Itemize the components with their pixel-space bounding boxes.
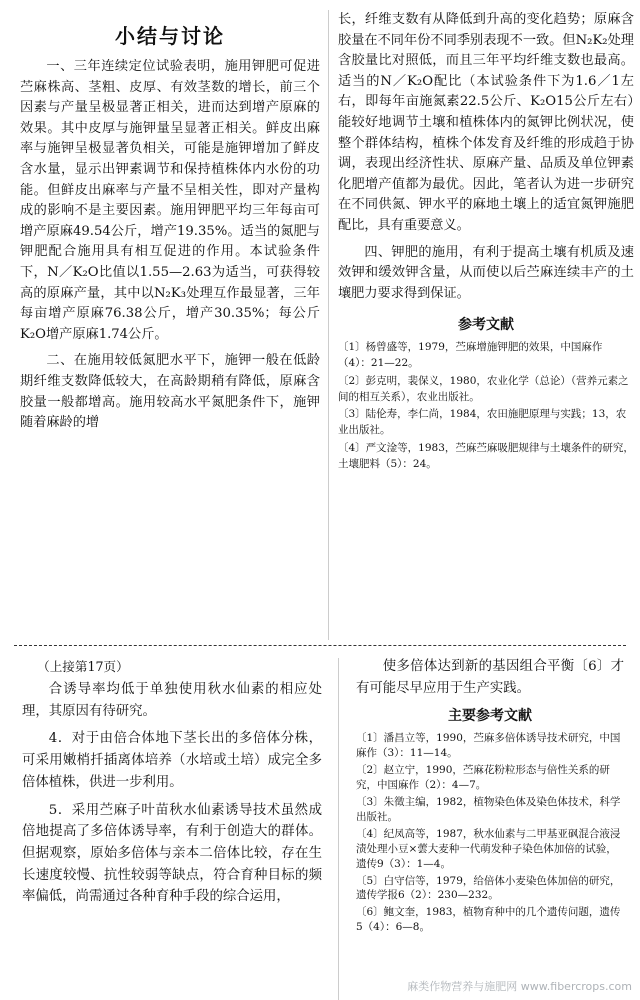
reference-item: 〔4〕纪凤高等，1987，秋水仙素与二甲基亚砜混合液浸渍处理小豆×蕓大麦种一代萌发种子染色体加倍的试验，遗传9（3）：1—4。 — [356, 827, 621, 870]
watermark: 麻类作物营养与施肥网 www.fibercrops.com — [407, 980, 632, 993]
top-left-column — [20, 10, 320, 640]
references-list — [338, 340, 634, 472]
main-references-title: 主要参考文献 — [448, 708, 532, 725]
reference-item: 〔4〕严文淦等，1983，苎麻苎麻吸肥规律与土壤条件的研究，土壤肥料（5）：24。 — [338, 441, 634, 470]
references-title: 参考文献 — [458, 317, 514, 334]
reference-item: 〔1〕杨曾盛等，1979，苎麻增施钾肥的效果，中国麻作（4）：21—22。 — [338, 341, 603, 370]
reference-item: 〔3〕朱徵主编，1982，植物染色体及染色体技术，科学出版社。 — [356, 796, 621, 823]
top-right-paragraph-2: 四、钾肥的施用，有利于提高土壤有机质及速效钾和缓效钾含量，从而使以后苎麻连续丰产的土壤肥力要求得到保证。 — [338, 244, 634, 301]
top-left-paragraph-2: 二、在施用较低氮肥水平下，施钾一般在低龄期纤维支数降低较大，在高龄期稍有降低，原麻含胶量一般都增高。施用较高水平氮肥条件下，施钾随着麻龄的增 — [20, 353, 320, 431]
top-left-paragraph-1: 一、三年连续定位试验表明，施用钾肥可促进苎麻株高、茎粗、皮厚、有效茎数的增长，前三个因素与产量呈极显著正相关，进而达到增产原麻的效果。其中皮厚与施钾量呈显著正相关。鲜皮出麻率与施钾呈极显著负相关，可能是施钾增加了鲜皮含水量，显示出钾素调节和保持植株体内水份的功能。但鲜皮出麻率与产量不呈相关性，即对产量构成的影响不是主要因素。施用钾肥平均三年每亩可增产原麻49.54公斤，增产19.35%。适当的氮肥与钾肥配合施用具有相互促进的作用。本试验条件下，N／K₂O比值以1.55—2.63为适当，可获得较高的原麻产量，其中以N₂K₃处理互作最显著，三年每亩增产原麻76.38公斤，增产30.35%；每公斤K₂O增产原麻1.74公斤。 — [20, 59, 320, 342]
section-divider — [14, 645, 626, 646]
bottom-section — [0, 650, 640, 1000]
bottom-left-column — [22, 656, 322, 1000]
main-references-list — [356, 731, 624, 935]
top-right-paragraph-1: 长，纤维支数有从降低到升高的变化趋势；原麻含胶量在不同年份不同季别表现不一致。但N₂K₂处理含胶量比对照低，而且三年平均纤维支数也最高。适当的N／K₂O配比（本试验条件下为1.6／1左右，即每年亩施氮素22.5公斤、K₂O15公斤左右）能较好地调节土壤和植株体内的氮钾比例状况，使整个群体结构，植株个体发育及纤维的形成趋于协调，表现出经济性状、原麻产量、品质及单位钾素化肥增产值都为最优。因此，笔者认为进一步研究在不同供氮、钾水平的麻地土壤上的适宜氮钾施肥配比，具有重要意义。 — [338, 12, 634, 233]
continued-from-label: （上接第17页） — [37, 659, 129, 674]
page-title: 小结与讨论 — [115, 24, 225, 48]
bottom-left-paragraph-2: 4．对于由倍合体地下茎长出的多倍体分株，可采用嫩梢扦插离体培养（水培或土培）成完全多倍体植株，供进一步利用。 — [22, 731, 322, 790]
top-column-divider — [328, 10, 329, 640]
bottom-left-paragraph-3: 5．采用苎麻子叶苗秋水仙素诱导技术虽然成倍地提高了多倍体诱导率，有利于创造大的群体。但据观察，原始多倍体与亲本二倍体比较，存在生长速度较慢、抗性较弱等缺点，符合育种目标的频率偏低，尚需通过各种育种手段的综合运用， — [22, 802, 322, 905]
bottom-left-paragraph-1: 合诱导率均低于单独使用秋水仙素的相应处理，其原因有待研究。 — [22, 682, 322, 719]
top-right-column — [338, 10, 634, 640]
bottom-column-divider — [338, 658, 339, 1000]
reference-item: 〔6〕鲍文奎，1983，植物育种中的几个遗传问题，遗传5（4）：6—8。 — [356, 906, 621, 934]
bottom-right-column — [356, 656, 624, 1000]
reference-item: 〔3〕陆伦寿，李仁尚，1984，农田施肥原理与实践；13，农业出版社。 — [338, 408, 627, 437]
reference-item: 〔5〕白守信等，1979，给倍体小麦染色体加倍的研究，遗传学报6（2）：230—232。 — [356, 874, 621, 902]
reference-item: 〔2〕赵立宁，1990，苎麻花粉粒形态与倍性关系的研究，中国麻作（2）：4—7。 — [356, 764, 610, 792]
reference-item: 〔2〕彭克明，裴保义，1980，农业化学（总论）（营养元素之间的相互关系），农业出版社。 — [338, 374, 629, 403]
bottom-right-paragraph-1: 使多倍体达到新的基因组合平衡〔6〕才有可能尽早应用于生产实践。 — [356, 659, 624, 696]
reference-item: 〔1〕潘昌立等，1990，苎麻多倍体诱导技术研究，中国麻作（3）：11—14。 — [356, 732, 621, 760]
